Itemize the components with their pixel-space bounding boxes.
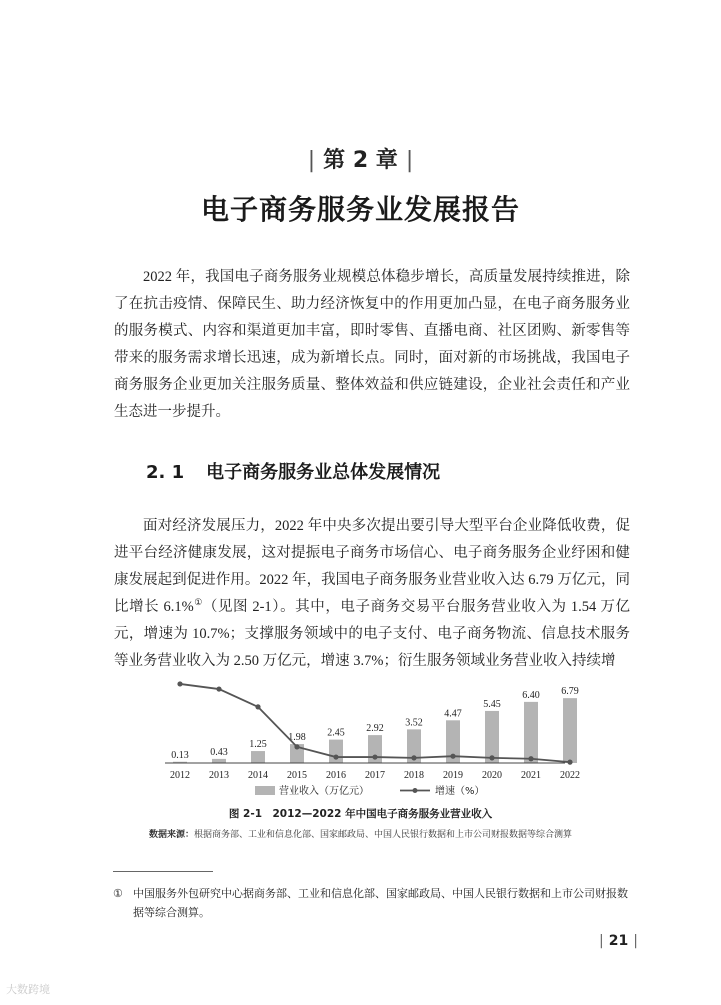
growth-point-2016 (333, 754, 338, 759)
source-text: 根据商务部、工业和信息化部、国家邮政局、中国人民银行数据和上市公司财报数据等综合测算 (194, 830, 573, 840)
legend-line-label: 增速（%） (435, 786, 485, 797)
watermark-text: 大数跨境 (6, 983, 50, 996)
body-text-part1: 面对经济发展压力，2022 年中央多次提出要引导大型平台企业降低收费，促进平台经济健康发展，这对提振电子商务市场信心、电子商务服务企业纾困和健康发展起到促进作用。2022 年，我国电子商务服务业营业收入达 6.79 万亿元，同比增长 6.1% (114, 518, 630, 615)
growth-point-2017 (372, 754, 377, 759)
revenue-chart (155, 670, 580, 800)
chapter-bar-left: | (307, 148, 316, 173)
growth-point-2022 (567, 760, 572, 765)
bar-2020 (485, 711, 499, 763)
body-paragraph (114, 513, 630, 675)
bar-2013 (212, 759, 226, 763)
body-text-part2: （见图 2-1）。其中，电子商务交易平台服务营业收入为 1.54 万亿元，增速为 10.7%；支撑服务领域中的电子支付、电子商务物流、信息技术服务等业务营业收入为 2.50 万亿元，增速 3.7%；衍生服务领域业务营业收入持续增 (114, 599, 630, 669)
x-tick-2018: 2018 (404, 770, 424, 781)
chart-legend (255, 784, 485, 797)
value-label-2012: 0.13 (171, 749, 189, 761)
value-label-2019: 4.47 (444, 708, 462, 720)
intro-text: 2022 年，我国电子商务服务业规模总体稳步增长，高质量发展持续推进，除了在抗击疫情、保障民生、助力经济恢复中的作用更加凸显，在电子商务服务业的服务模式、内容和渠道更加丰富，即时零售、直播电商、社区团购、新零售等带来的服务需求增长迅速，成为新增长点。同时，面对新的市场挑战，我国电子商务服务企业更加关注服务质量、整体效益和供应链建设，企业社会责任和产业生态进一步提升。 (114, 269, 630, 420)
chapter-label-text: 第 2 章 (323, 148, 398, 173)
legend-bar-label: 营业收入（万亿元） (279, 786, 369, 797)
source-label: 数据来源： (148, 830, 194, 840)
figure-source (0, 827, 721, 840)
figure-caption: 图 2-1 2012—2022 年中国电子商务服务业营业收入 (228, 808, 493, 820)
legend-line-marker (413, 788, 418, 793)
footnote-reference[interactable]: ① (193, 597, 203, 608)
legend-bar-swatch (255, 786, 275, 795)
x-tick-2022: 2022 (560, 770, 580, 781)
x-tick-2019: 2019 (443, 770, 463, 781)
growth-point-2020 (489, 755, 494, 760)
growth-point-2013 (216, 686, 221, 691)
footnote-text: 中国服务外包研究中心据商务部、工业和信息化部、国家邮政局、中国人民银行数据和上市公司财报数据等综合测算。 (133, 888, 628, 919)
body-text (114, 513, 630, 675)
growth-point-2014 (255, 704, 260, 709)
chapter-title: 电子商务服务业发展报告 (200, 193, 520, 226)
value-label-2021: 6.40 (522, 689, 540, 701)
x-tick-2016: 2016 (326, 770, 346, 781)
section-title: 电子商务服务业总体发展情况 (206, 462, 441, 483)
x-tick-2021: 2021 (521, 770, 541, 781)
x-tick-2020: 2020 (482, 770, 502, 781)
value-label-2017: 2.92 (366, 723, 384, 735)
intro-paragraph (114, 264, 630, 426)
x-tick-2012: 2012 (170, 770, 190, 781)
value-label-2013: 0.43 (210, 746, 228, 758)
bar-2022 (563, 698, 577, 763)
x-axis-tick-labels (170, 770, 580, 781)
footnote-rule (113, 871, 213, 872)
growth-point-2019 (450, 754, 455, 759)
x-tick-2013: 2013 (209, 770, 229, 781)
x-tick-2014: 2014 (248, 770, 268, 781)
bar-2021 (524, 702, 538, 763)
page-number-value: 21 (608, 933, 629, 949)
growth-point-2012 (177, 681, 182, 686)
growth-point-2015 (294, 744, 299, 749)
value-label-2015: 1.98 (288, 732, 306, 744)
value-label-2022: 6.79 (561, 686, 579, 698)
value-label-2018: 3.52 (405, 717, 423, 729)
x-tick-2015: 2015 (287, 770, 307, 781)
page-number-bar-left: | (599, 933, 604, 949)
chapter-label (0, 143, 721, 174)
page-number-bar-right: | (633, 933, 638, 949)
value-label-2016: 2.45 (327, 727, 345, 739)
footnote (113, 885, 633, 923)
section-number: 2. 1 (146, 462, 185, 483)
value-label-2014: 1.25 (249, 739, 267, 751)
growth-point-2018 (411, 755, 416, 760)
value-label-2020: 5.45 (483, 698, 501, 710)
growth-point-2021 (528, 756, 533, 761)
page-number (594, 933, 643, 949)
bar-2014 (251, 751, 265, 763)
chapter-bar-right: | (405, 148, 414, 173)
section-heading (146, 458, 440, 484)
watermark-logo (6, 981, 50, 997)
x-tick-2017: 2017 (365, 770, 385, 781)
footnote-mark: ① (113, 888, 123, 900)
